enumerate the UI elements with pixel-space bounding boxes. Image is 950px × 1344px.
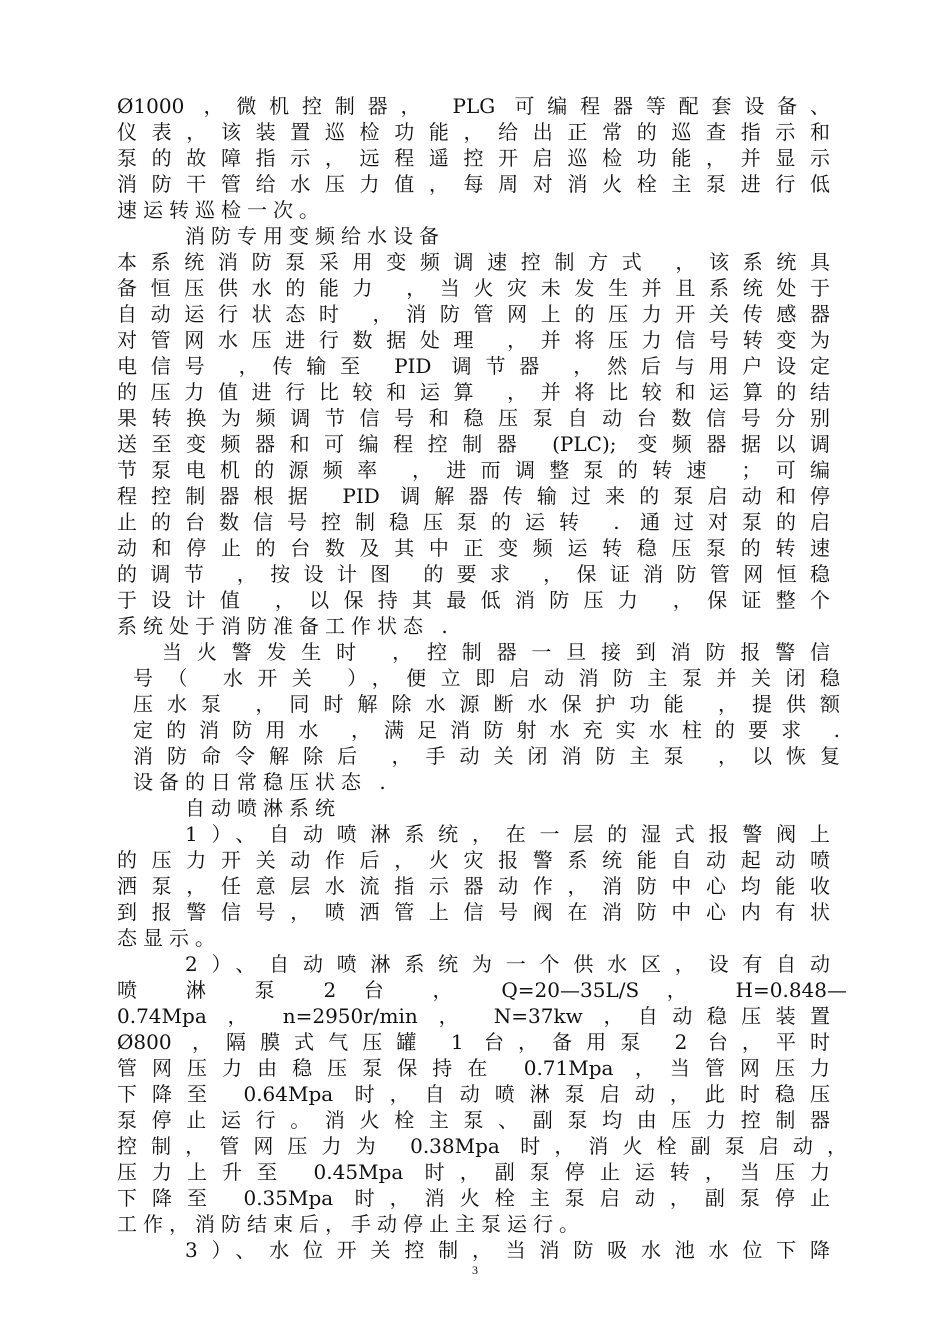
text-line: 0.74Mpa ， n=2950r/min ， N=37kw ，自动稳压装置 xyxy=(117,1004,830,1028)
text-line: 备恒压供水的能力 ，当火灾未发生并且系统处于 xyxy=(117,276,830,300)
text-line: 态显示。 xyxy=(117,926,221,950)
text-line: 的调节 ，按设计图 的要求 ，保证消防管网恒稳 xyxy=(117,562,830,586)
text-line: 下降至 0.35Mpa 时，消火栓主泵启动，副泵停止 xyxy=(117,1186,830,1210)
section-heading: 自动喷淋系统 xyxy=(185,796,341,820)
text-line: 3）、水位开关控制，当消防吸水池水位下降 xyxy=(185,1238,830,1262)
text-line: 喷 淋 泵 2 台 ， Q=20—35L/S ， H=0.848— xyxy=(117,978,847,1002)
text-line: 自动运行状态时 ，消防管网上的压力开关传感器 xyxy=(117,302,830,326)
text-line: 消防命令解除后 ，手动关闭消防主泵 ，以恢复 xyxy=(133,744,840,768)
text-line: 系统处于消防准备工作状态 . xyxy=(117,614,454,638)
section-heading: 消防专用变频给水设备 xyxy=(185,224,445,248)
text-line: 节泵电机的源频率 ，进而调整泵的转速 ；可编 xyxy=(117,458,830,482)
text-line: 控制，管网压力为 0.38Mpa 时，消火栓副泵启动， xyxy=(117,1134,847,1158)
text-line: 洒泵，任意层水流指示器动作，消防中心均能收 xyxy=(117,874,830,898)
text-line: Ø800 ，隔膜式气压罐 1 台，备用泵 2 台，平时 xyxy=(117,1030,830,1054)
text-line: 程控制器根据 PID 调解器传输过来的泵启动和停 xyxy=(117,484,830,508)
text-line: 管网压力由稳压泵保持在 0.71Mpa ，当管网压力 xyxy=(117,1056,830,1080)
text-line: 本系统消防泵采用变频调速控制方式 ，该系统具 xyxy=(117,250,830,274)
text-line: 1）、自动喷淋系统，在一层的湿式报警阀上 xyxy=(185,822,830,846)
text-line: 果转换为频调节信号和稳压泵自动台数信号分别 xyxy=(117,406,830,430)
text-line: 仪表，该装置巡检功能，给出正常的巡查指示和 xyxy=(117,120,830,144)
text-line: 电信号 ，传输至 PID 调节器 ，然后与用户设定 xyxy=(117,354,830,378)
text-line: 2）、自动喷淋系统为一个供水区，设有自动 xyxy=(185,952,830,976)
text-line: 压力上升至 0.45Mpa 时，副泵停止运转，当压力 xyxy=(117,1160,830,1184)
text-line: 号（ 水开关 ），便立即启动消防主泵并关闭稳 xyxy=(133,666,840,690)
text-line: Ø1000 ，微机控制器， PLG 可编程器等配套设备、 xyxy=(117,94,830,118)
text-line: 的压力值进行比较和运算 ，并将比较和运算的结 xyxy=(117,380,830,404)
text-line: 设备的日常稳压状态 . xyxy=(133,770,392,794)
text-line: 对管网水压进行数据处理 ，并将压力信号转变为 xyxy=(117,328,830,352)
text-line: 定的消防用水 ，满足消防射水充实水柱的要求 . xyxy=(133,718,840,742)
text-line: 当火警发生时 ，控制器一旦接到消防报警信 xyxy=(162,640,830,664)
page-number: 3 xyxy=(472,1263,478,1277)
text-line: 泵停止运行。消火栓主泵、副泵均由压力控制器 xyxy=(117,1108,830,1132)
text-line: 于设计值 ，以保持其最低消防压力 ，保证整个 xyxy=(117,588,830,612)
text-line: 送至变频器和可编程控制器 (PLC); 变频器据以调 xyxy=(117,432,830,456)
text-line: 泵的故障指示，远程遥控开启巡检功能，并显示 xyxy=(117,146,830,170)
text-line: 速运转巡检一次。 xyxy=(117,198,325,222)
text-line: 止的台数信号控制稳压泵的运转 . 通过对泵的启 xyxy=(117,510,830,534)
text-line: 到报警信号，喷洒管上信号阀在消防中心内有状 xyxy=(117,900,830,924)
text-line: 消防干管给水压力值，每周对消火栓主泵进行低 xyxy=(117,172,830,196)
text-line: 工作，消防结束后，手动停止主泵运行。 xyxy=(117,1212,585,1236)
text-line: 的压力开关动作后，火灾报警系统能自动起动喷 xyxy=(117,848,830,872)
text-line: 下降至 0.64Mpa 时，自动喷淋泵启动，此时稳压 xyxy=(117,1082,830,1106)
text-line: 动和停止的台数及其中正变频运转稳压泵的转速 xyxy=(117,536,830,560)
text-line: 压水泵 ，同时解除水源断水保护功能 ，提供额 xyxy=(133,692,840,716)
